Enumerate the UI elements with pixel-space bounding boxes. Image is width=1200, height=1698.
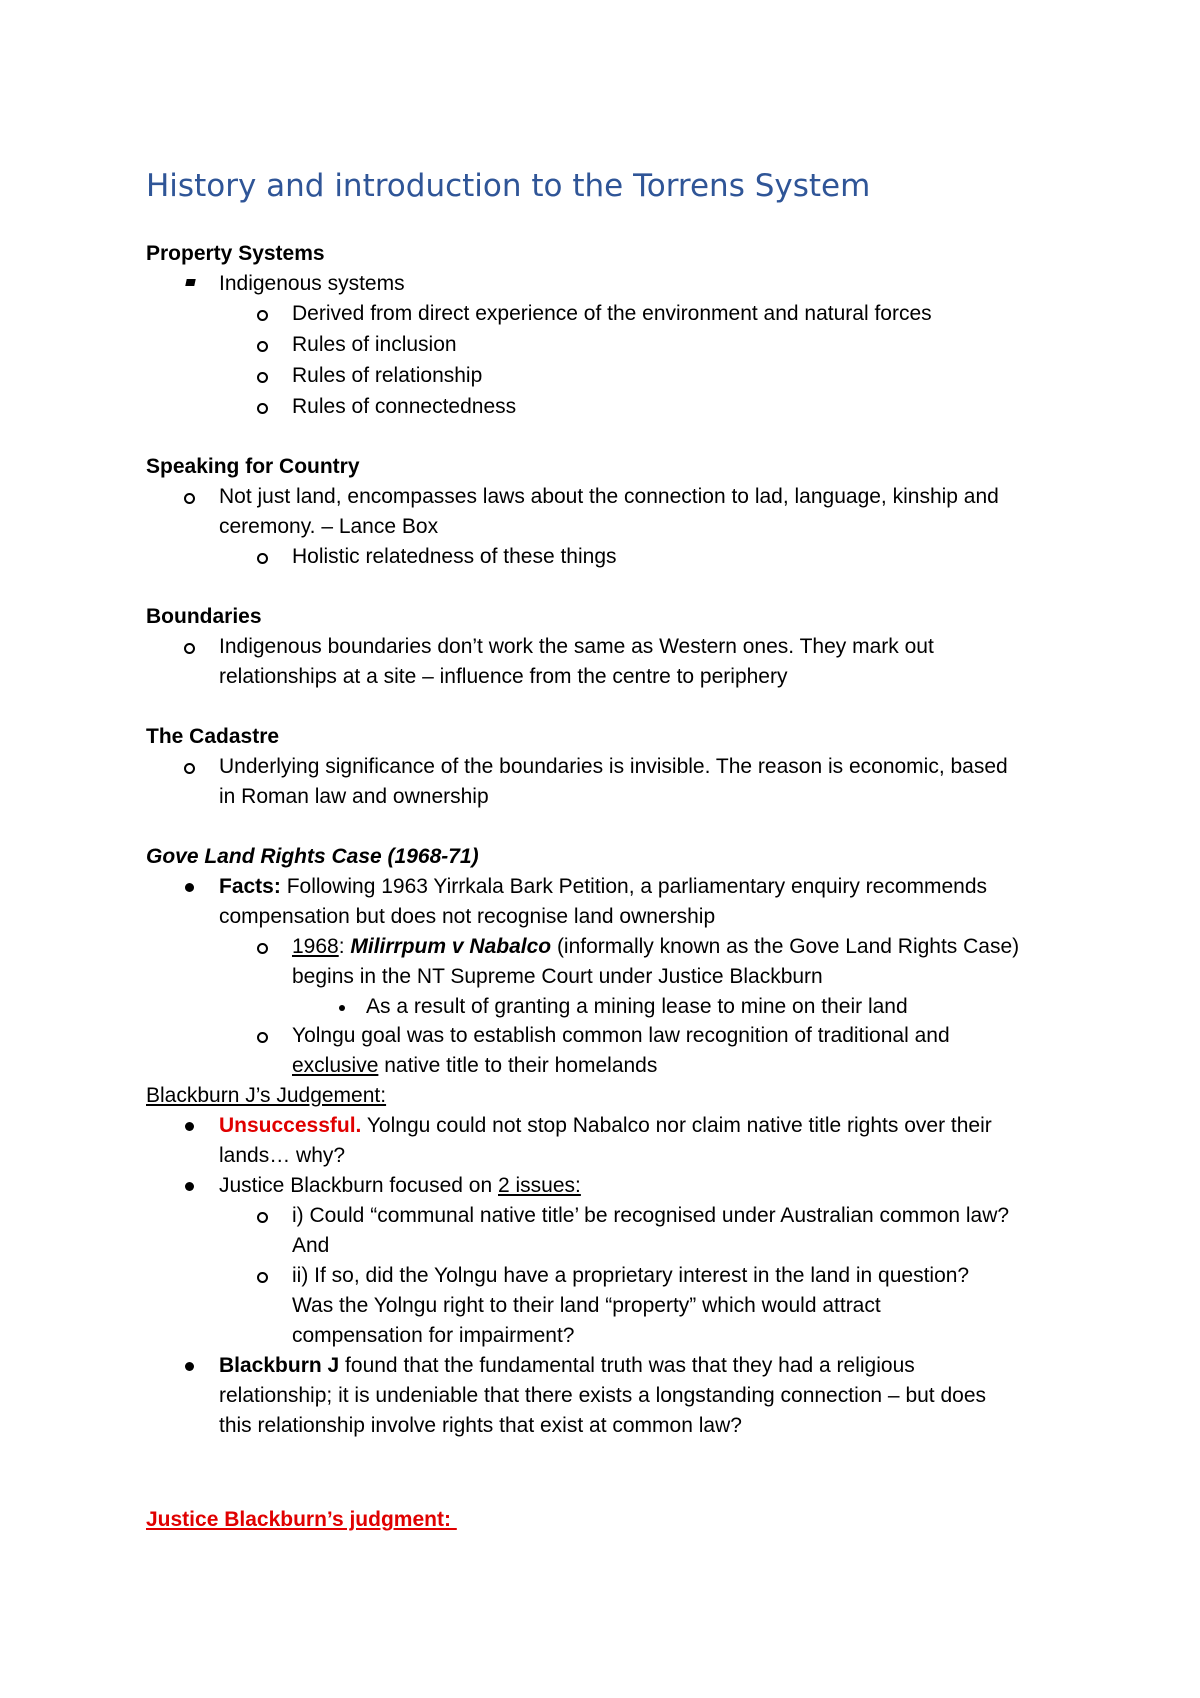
bullet-disc-icon <box>185 1182 194 1191</box>
heading-gove-case: Gove Land Rights Case (1968-71) <box>146 845 479 868</box>
list-item-continuation: Was the Yolngu right to their land “property” which would attract <box>292 1294 881 1317</box>
unsuccessful-label: Unsuccessful. <box>219 1114 362 1137</box>
heading-boundaries: Boundaries <box>146 605 262 628</box>
list-item-continuation: exclusive native title to their homelands <box>292 1054 658 1077</box>
case-name: Milirrpum v Nabalco <box>350 935 552 958</box>
bullet-square-icon <box>185 279 195 286</box>
list-item: Blackburn J found that the fundamental truth was that they had a religious <box>219 1354 915 1377</box>
list-item-continuation: relationship; it is undeniable that there exists a longstanding connection – but does <box>219 1384 987 1407</box>
list-item: Facts: Following 1963 Yirrkala Bark Petition, a parliamentary enquiry recommends <box>219 875 988 898</box>
bullet-disc-icon <box>185 883 194 892</box>
list-item: Not just land, encompasses laws about the connection to lad, language, kinship and <box>219 485 999 508</box>
list-item: Rules of inclusion <box>292 333 457 356</box>
list-item: Yolngu goal was to establish common law recognition of traditional and <box>292 1024 950 1047</box>
list-item-continuation: relationships at a site – influence from the centre to periphery <box>219 665 788 688</box>
list-item: Holistic relatedness of these things <box>292 545 617 568</box>
heading-blackburn-judgement: Blackburn J’s Judgement: <box>146 1084 387 1107</box>
bullet-circle-icon <box>257 310 268 321</box>
bullet-disc-icon <box>185 1362 194 1371</box>
list-item: Derived from direct experience of the environment and natural forces <box>292 302 932 325</box>
list-item-continuation: compensation for impairment? <box>292 1324 575 1347</box>
list-item: Rules of connectedness <box>292 395 517 418</box>
page-title: History and introduction to the Torrens System <box>146 168 871 204</box>
bullet-circle-icon <box>257 372 268 383</box>
list-item-continuation: And <box>292 1234 330 1257</box>
list-item: i) Could “communal native title’ be recognised under Australian common law? <box>292 1204 1010 1227</box>
bullet-circle-icon <box>257 1032 268 1043</box>
list-item-continuation: compensation but does not recognise land ownership <box>219 905 716 928</box>
bullet-circle-icon <box>257 553 268 564</box>
bullet-circle-icon <box>184 763 195 774</box>
list-item: Justice Blackburn focused on 2 issues: <box>219 1174 581 1197</box>
bullet-circle-icon <box>257 403 268 414</box>
heading-justice-blackburn-judgment: Justice Blackburn’s judgment: <box>146 1508 457 1531</box>
bullet-disc-icon <box>185 1122 194 1131</box>
two-issues: 2 issues: <box>498 1174 581 1197</box>
list-item-continuation: in Roman law and ownership <box>219 785 489 808</box>
list-item: ii) If so, did the Yolngu have a proprietary interest in the land in question? <box>292 1264 970 1287</box>
bullet-circle-icon <box>257 1272 268 1283</box>
heading-cadastre: The Cadastre <box>146 725 280 748</box>
bullet-circle-icon <box>184 643 195 654</box>
list-item-continuation: begins in the NT Supreme Court under Justice Blackburn <box>292 965 823 988</box>
list-item: As a result of granting a mining lease to mine on their land <box>366 995 908 1018</box>
heading-speaking-for-country: Speaking for Country <box>146 455 360 478</box>
bullet-circle-icon <box>257 1212 268 1223</box>
list-item: 1968: Milirrpum v Nabalco (informally known as the Gove Land Rights Case) <box>292 935 1020 958</box>
list-item: Rules of relationship <box>292 364 483 387</box>
bullet-circle-icon <box>184 493 195 504</box>
blackburn-j-label: Blackburn J <box>219 1354 340 1377</box>
list-item: Indigenous boundaries don’t work the same as Western ones. They mark out <box>219 635 934 658</box>
list-item-continuation: lands… why? <box>219 1144 346 1167</box>
list-item: Indigenous systems <box>219 272 405 295</box>
list-item-continuation: ceremony. – Lance Box <box>219 515 439 538</box>
bullet-circle-icon <box>257 341 268 352</box>
bullet-circle-icon <box>257 943 268 954</box>
bullet-dot-icon <box>339 1005 345 1011</box>
list-item-continuation: this relationship involve rights that exist at common law? <box>219 1414 742 1437</box>
exclusive-text: exclusive <box>292 1054 379 1077</box>
facts-label: Facts: <box>219 875 281 898</box>
heading-property-systems: Property Systems <box>146 242 325 265</box>
list-item: Underlying significance of the boundaries is invisible. The reason is economic, based <box>219 755 1008 778</box>
year-1968: 1968 <box>292 935 339 958</box>
list-item: Unsuccessful. Yolngu could not stop Nabalco nor claim native title rights over their <box>219 1114 992 1137</box>
